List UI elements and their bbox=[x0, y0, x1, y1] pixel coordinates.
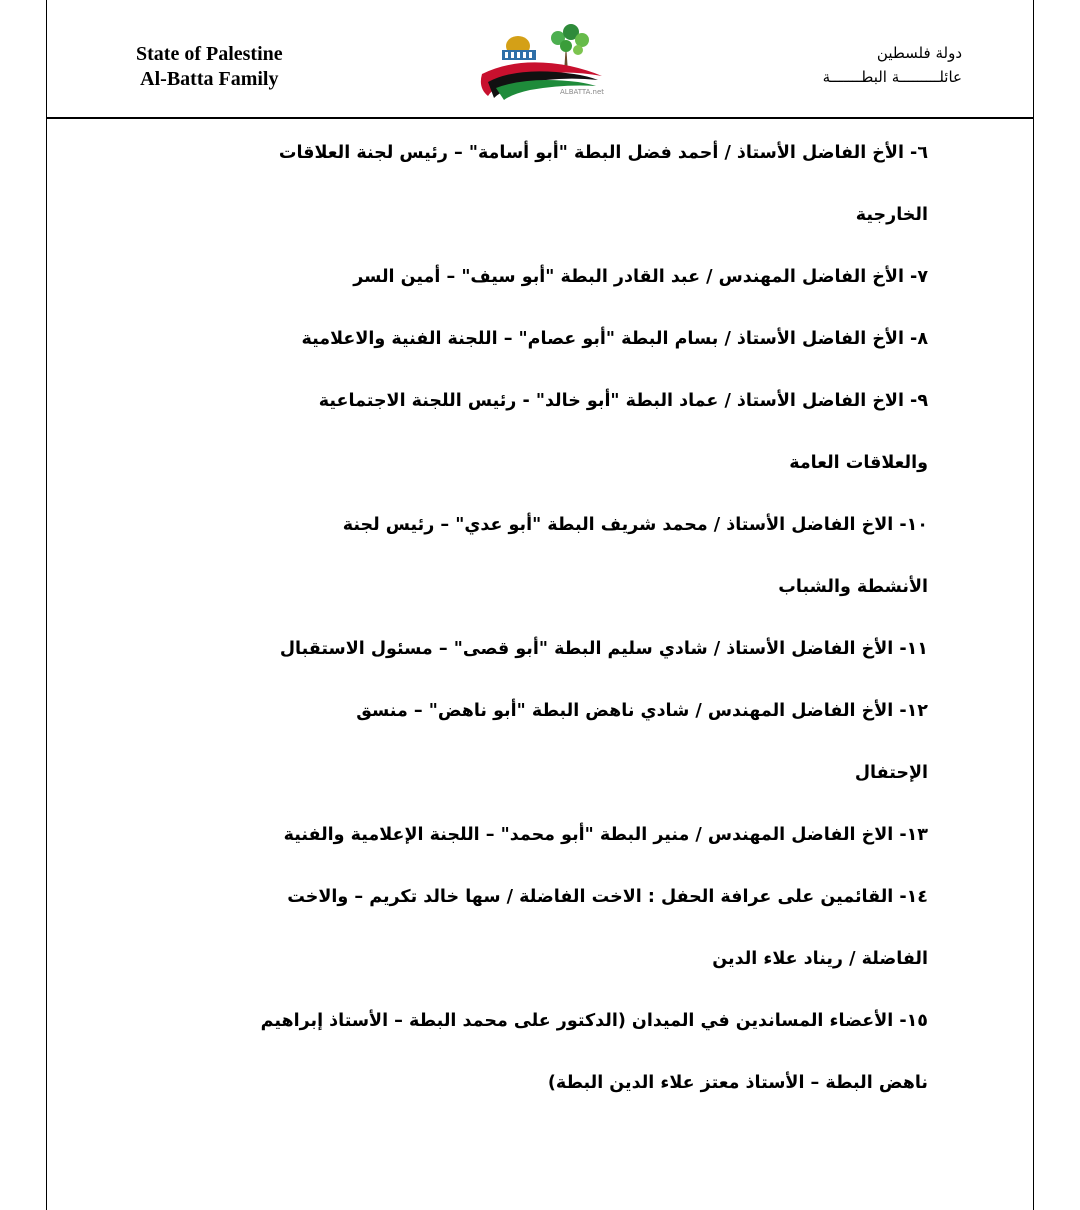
list-item bbox=[160, 494, 928, 618]
list-item bbox=[160, 680, 928, 804]
list-item-line: ١١- الأخ الفاضل الأستاذ / شادي سليم البطة "أبو قصى" – مسئول الاستقبال bbox=[279, 639, 928, 659]
list-item bbox=[160, 804, 928, 866]
family-arabic-label: عائلـــــــــة البطـــــــة bbox=[822, 68, 962, 86]
list-item-line: ١٢- الأخ الفاضل المهندس / شادي ناهض البطة "أبو ناهض" – منسق bbox=[356, 701, 928, 721]
header-divider bbox=[46, 117, 1034, 119]
committee-list bbox=[160, 122, 928, 1114]
list-item-line: ١٣- الاخ الفاضل المهندس / منير البطة "أبو محمد" – اللجنة الإعلامية والفنية bbox=[283, 825, 928, 845]
list-item-continuation: والعلاقات العامة bbox=[789, 453, 928, 473]
list-item-continuation: الإحتفال bbox=[854, 763, 928, 783]
letterhead-arabic bbox=[823, 41, 962, 89]
albatta-logo bbox=[478, 22, 613, 100]
logo-text: ALBATTA.net bbox=[560, 88, 604, 96]
list-item-line: ١٤- القائمين على عرافة الحفل : الاخت الفاضلة / سها خالد تكريم – والاخت bbox=[287, 887, 928, 907]
list-item bbox=[160, 246, 928, 308]
state-of-palestine-label: State of Palestine bbox=[136, 43, 283, 65]
list-item-line: ١٥- الأعضاء المساندين في الميدان (الدكتور على محمد البطة – الأستاذ إبراهيم bbox=[260, 1011, 928, 1031]
list-item-line: ٧- الأخ الفاضل المهندس / عبد القادر البطة "أبو سيف" – أمين السر bbox=[353, 267, 928, 287]
list-item-line: ٦- الأخ الفاضل الأستاذ / أحمد فضل البطة "أبو أسامة" – رئيس لجنة العلاقات bbox=[278, 143, 928, 163]
list-item-line: ٨- الأخ الفاضل الأستاذ / بسام البطة "أبو عصام" – اللجنة الفنية والاعلامية bbox=[301, 329, 928, 349]
state-arabic-label: دولة فلسطين bbox=[876, 44, 962, 62]
list-item-continuation: الفاضلة / ريناد علاء الدين bbox=[712, 949, 928, 969]
list-item bbox=[160, 308, 928, 370]
list-item bbox=[160, 866, 928, 990]
list-item-continuation: الأنشطة والشباب bbox=[778, 577, 928, 597]
list-item bbox=[160, 618, 928, 680]
list-item bbox=[160, 370, 928, 494]
list-item-line: ٩- الاخ الفاضل الأستاذ / عماد البطة "أبو خالد" - رئيس اللجنة الاجتماعية bbox=[318, 391, 928, 411]
list-item bbox=[160, 990, 928, 1114]
list-item-line: ١٠- الاخ الفاضل الأستاذ / محمد شريف البطة "أبو عدي" – رئيس لجنة bbox=[342, 515, 928, 535]
list-item bbox=[160, 122, 928, 246]
family-name-label: Al-Batta Family bbox=[140, 68, 279, 90]
letterhead-english bbox=[136, 42, 283, 92]
list-item-continuation: ناهض البطة – الأستاذ معتز علاء الدين البطة) bbox=[547, 1073, 928, 1093]
list-item-continuation: الخارجية bbox=[855, 205, 928, 225]
